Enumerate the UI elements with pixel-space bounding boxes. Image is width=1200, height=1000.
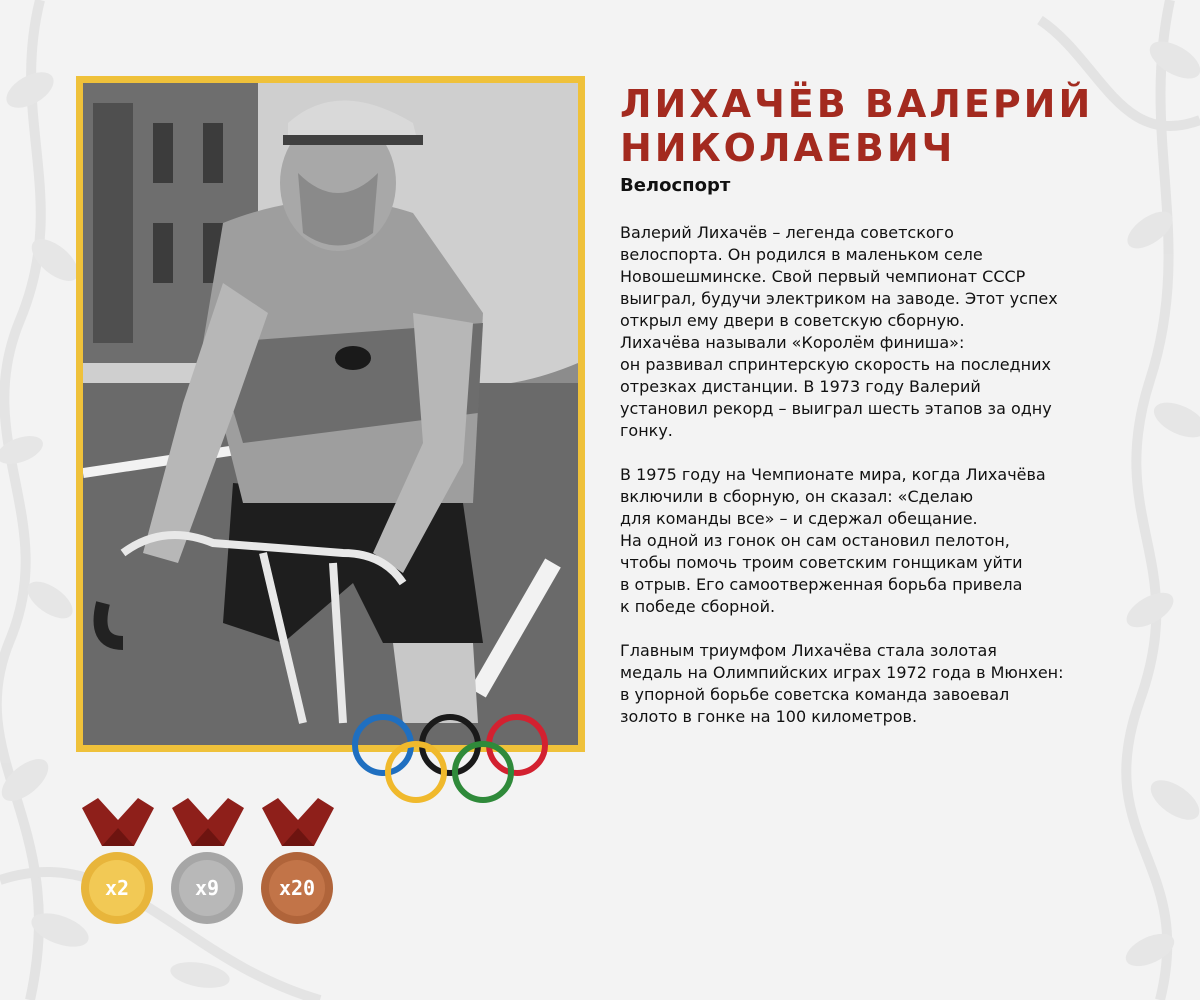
medal-tally bbox=[78, 798, 358, 928]
bio-line: включили в сборную, он сказал: «Сделаю bbox=[620, 487, 974, 506]
athlete-name-line2: НИКОЛАЕВИЧ bbox=[620, 126, 956, 170]
bio-line: На одной из гонок он сам остановил пелотон, bbox=[620, 531, 1010, 550]
bio-line: выиграл, будучи электриком на заводе. Этот успех bbox=[620, 289, 1058, 308]
photo-frame bbox=[76, 76, 585, 752]
gold-medal-icon bbox=[78, 798, 158, 928]
bio-paragraph-3 bbox=[620, 640, 1160, 728]
sport-label: Велоспорт bbox=[620, 175, 731, 196]
bio-line: В 1975 году на Чемпионате мира, когда Лихачёва bbox=[620, 465, 1046, 484]
olympic-rings bbox=[350, 712, 550, 804]
bio-line: Главным триумфом Лихачёва стала золотая bbox=[620, 641, 997, 660]
silver-medal-count: x9 bbox=[194, 876, 220, 900]
bio-line: золото в гонке на 100 километров. bbox=[620, 707, 918, 726]
silver-medal-icon bbox=[168, 798, 248, 928]
bio-line: в упорной борьбе советска команда завоевал bbox=[620, 685, 1010, 704]
bio-line: для команды все» – и сдержал обещание. bbox=[620, 509, 978, 528]
bio-line: установил рекорд – выиграл шесть этапов за одну bbox=[620, 399, 1052, 418]
bio-line: открыл ему двери в советскую сборную. bbox=[620, 311, 965, 330]
athlete-name-line1: ЛИХАЧЁВ ВАЛЕРИЙ bbox=[620, 82, 1094, 126]
athlete-name bbox=[620, 82, 1180, 170]
bio-line: чтобы помочь троим советским гонщикам уйти bbox=[620, 553, 1023, 572]
bio-paragraph-1 bbox=[620, 222, 1160, 442]
bio-line: гонку. bbox=[620, 421, 673, 440]
athlete-photo bbox=[83, 83, 578, 745]
bio-line: Новошешминске. Свой первый чемпионат СССР bbox=[620, 267, 1026, 286]
bio-line: в отрыв. Его самоотверженная борьба привела bbox=[620, 575, 1023, 594]
bio-line: он развивал спринтерскую скорость на последних bbox=[620, 355, 1051, 374]
gold-medal-count: x2 bbox=[104, 876, 130, 900]
bio-paragraph-2 bbox=[620, 464, 1160, 618]
bio-line: Лихачёва называли «Королём финиша»: bbox=[620, 333, 965, 352]
biography bbox=[620, 222, 1160, 750]
bio-line: отрезках дистанции. В 1973 году Валерий bbox=[620, 377, 981, 396]
bio-line: велоспорта. Он родился в маленьком селе bbox=[620, 245, 983, 264]
bronze-medal-icon bbox=[258, 798, 338, 928]
bio-line: к победе сборной. bbox=[620, 597, 776, 616]
bio-line: Валерий Лихачёв – легенда советского bbox=[620, 223, 954, 242]
bio-line: медаль на Олимпийских играх 1972 года в Мюнхен: bbox=[620, 663, 1064, 682]
bronze-medal-count: x20 bbox=[278, 876, 316, 900]
